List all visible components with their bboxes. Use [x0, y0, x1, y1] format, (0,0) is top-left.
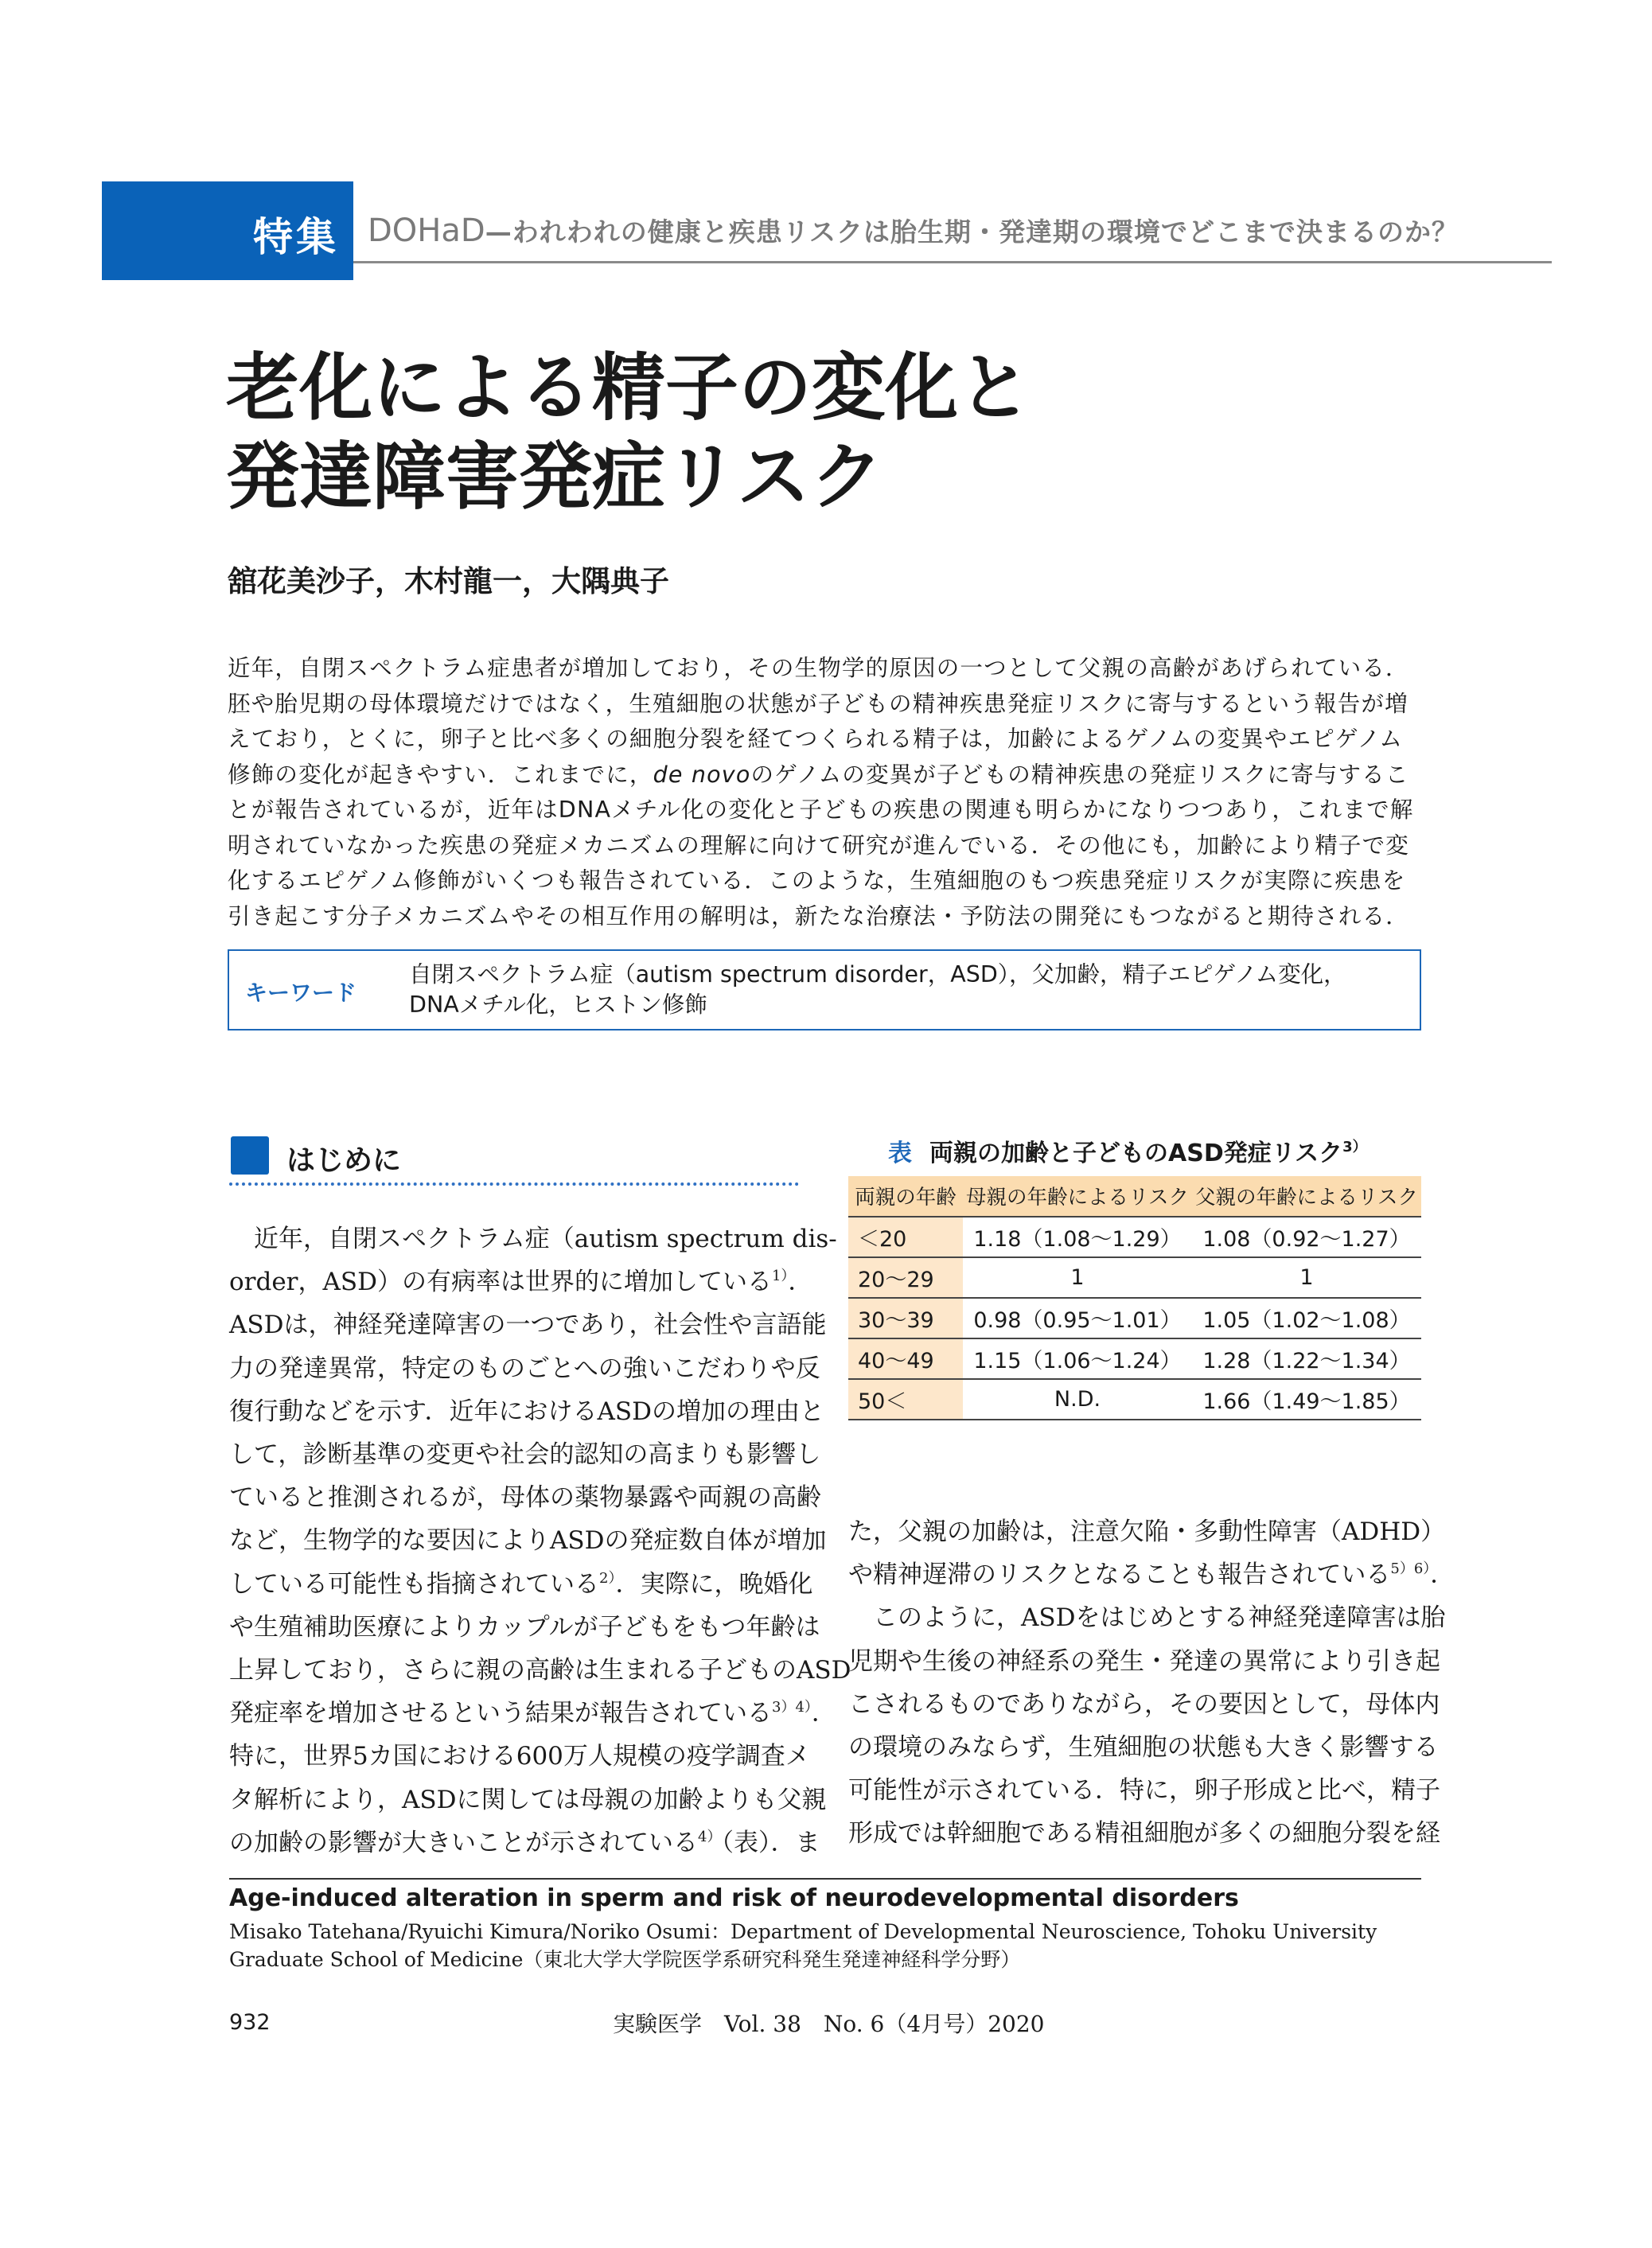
- body-text: など，生物学的な要因によりASDの発症数自体が増加: [229, 1526, 827, 1556]
- citation-ref: 5）6）: [1390, 1560, 1431, 1578]
- table-caption-ref: 3）: [1342, 1139, 1367, 1155]
- body-line: [848, 1640, 1440, 1683]
- english-title: Age-induced alteration in sperm and risk of neurodevelopmental disorders: [229, 1884, 1239, 1912]
- body-text: タ解析により，ASDに関しては母親の加齢よりも父親: [229, 1785, 827, 1814]
- table-age-cell: ＜20: [848, 1217, 963, 1257]
- body-text: 復行動などを示す．近年におけるASDの増加の理由と: [229, 1397, 824, 1426]
- body-line: [229, 1390, 824, 1433]
- table-caption-label: 表: [888, 1140, 912, 1167]
- body-line: [848, 1769, 1440, 1812]
- body-column-right: [848, 1510, 1455, 1856]
- body-line: [229, 1218, 837, 1260]
- body-line: [229, 1779, 827, 1821]
- body-text: このように，ASDをはじめとする神経発達障害は胎: [848, 1603, 1446, 1633]
- abstract-line: とが報告されているが，近年はDNAメチル化の変化と子どもの疾患の関連も明らかになりつつあり，これまで解: [228, 797, 1414, 823]
- article-title: [226, 344, 1031, 522]
- body-text: 特に，世界5カ国における600万人規模の疫学調査メ: [229, 1742, 810, 1771]
- body-line: [229, 1433, 821, 1476]
- keyword-line: 自閉スペクトラム症（autism spectrum disorder，ASD），父加齢，精子エピゲノム変化，: [409, 961, 1346, 988]
- body-text: order，ASD）の有病率は世界的に増加している: [229, 1268, 772, 1297]
- body-line: [229, 1476, 821, 1519]
- table-value-cell: 1: [1192, 1257, 1421, 1298]
- body-line: [229, 1692, 836, 1735]
- abstract-text: 修飾の変化が起きやすい．これまでに，: [228, 761, 653, 788]
- abstract-line: えており，とくに，卵子と比べ多くの細胞分裂を経てつくられる精子は，加齢によるゲノムの変異やエピゲノム: [228, 726, 1404, 752]
- table-value-cell: 1.28（1.22～1.34）: [1192, 1338, 1421, 1379]
- body-text: 近年，自閉スペクトラム症（autism spectrum dis-: [229, 1225, 837, 1253]
- affiliation-line: Misako Tatehana/Ryuichi Kimura/Noriko Osumi：Department of Developmental Neuroscience, Tohoku University: [229, 1920, 1377, 1943]
- citation-ref: 2）: [599, 1569, 616, 1587]
- abstract-line: [228, 758, 1421, 793]
- abstract-line: 化するエピゲノム修飾がいくつも報告されている．このような，生殖細胞のもつ疾患発症リスクが実際に疾患を: [228, 867, 1406, 894]
- body-text: 上昇しており，さらに親の高齢は生まれる子どものASD: [229, 1656, 851, 1685]
- body-text: ていると推測されるが，母体の薬物暴露や両親の高齢: [229, 1483, 821, 1513]
- keyword-line: DNAメチル化，ヒストン修飾: [409, 992, 707, 1018]
- table-header-cell: 母親の年齢によるリスク: [963, 1176, 1192, 1217]
- table-row: [848, 1298, 1421, 1338]
- body-text: こされるものでありながら，その要因として，母体内: [848, 1689, 1440, 1719]
- body-line: [229, 1606, 820, 1649]
- abstract-line: 胚や胎児期の母体環境だけではなく，生殖細胞の状態が子どもの精神疾患発症リスクに寄与するという報告が増: [228, 690, 1408, 717]
- body-text: ．: [788, 1268, 813, 1297]
- body-line: [229, 1563, 813, 1606]
- body-line: [848, 1596, 1446, 1639]
- table-age-cell: 40～49: [848, 1338, 963, 1379]
- body-text: や精神遅滞のリスクとなることも報告されている: [848, 1560, 1391, 1590]
- body-line: [229, 1519, 827, 1562]
- abstract-line: 明されていなかった疾患の発症メカニズムの理解に向けて研究が進んでいる．その他にも，加齢により精子で変: [228, 832, 1410, 859]
- author-list: 舘花美沙子，木村龍一，大隅典子: [228, 564, 669, 598]
- abstract-italic-term: de novo: [653, 761, 751, 788]
- body-text: している可能性も指摘されている: [229, 1569, 599, 1599]
- body-line: [229, 1821, 820, 1864]
- table-row: [848, 1217, 1421, 1257]
- section-heading: はじめに: [286, 1144, 402, 1177]
- table-row: [848, 1257, 1421, 1298]
- table-value-cell: N.D.: [963, 1379, 1192, 1420]
- feature-label: 特集: [253, 214, 339, 260]
- body-line: [229, 1347, 820, 1390]
- body-line: [229, 1260, 813, 1303]
- body-column-left: [229, 1218, 851, 1864]
- body-text: た，父親の加齢は，注意欠陥・多動性障害（ADHD）: [848, 1517, 1446, 1546]
- body-line: [848, 1683, 1440, 1726]
- table-caption-text: 両親の加齢と子どものASD発症リスク: [929, 1140, 1343, 1167]
- abstract-line: 近年，自閉スペクトラム症患者が増加しており，その生物学的原因の一つとして父親の高齢があげられている．: [228, 655, 1409, 681]
- body-text: 力の発達異常，特定のものごとへの強いこだわりや反: [229, 1354, 820, 1383]
- body-line: [848, 1553, 1455, 1596]
- section-dotted-rule: [229, 1182, 799, 1186]
- body-text: の加齢の影響が大きいことが示されている: [229, 1828, 698, 1857]
- citation-ref: 1）: [771, 1268, 789, 1285]
- body-text: 児期や生後の神経系の発生・発達の異常により引き起: [848, 1646, 1440, 1676]
- table-header-cell: 父親の年齢によるリスク: [1192, 1176, 1421, 1217]
- affiliation: [229, 1918, 1423, 1973]
- table-value-cell: 1.15（1.06～1.24）: [963, 1338, 1192, 1379]
- table-value-cell: 1.66（1.49～1.85）: [1192, 1379, 1421, 1420]
- article-title-line1: 老化による精子の変化と: [226, 345, 1032, 431]
- body-text: して，診断基準の変更や社会的認知の高まりも影響し: [229, 1440, 821, 1470]
- table-caption: [888, 1133, 1367, 1168]
- table-row: [848, 1379, 1421, 1420]
- citation-ref: 4）: [698, 1828, 722, 1845]
- table-value-cell: 1.08（0.92～1.27）: [1192, 1217, 1421, 1257]
- body-text: ．: [811, 1699, 836, 1728]
- feature-series-title: [368, 212, 1459, 249]
- series-title-sub: —われわれの健康と疾患リスクは胎生期・発達期の環境でどこまで決まるのか？: [485, 216, 1459, 247]
- body-line: [848, 1726, 1439, 1769]
- table-value-cell: 1.05（1.02～1.08）: [1192, 1298, 1421, 1338]
- body-line: [848, 1510, 1446, 1553]
- banner-rule: [353, 261, 1552, 263]
- body-text: 可能性が示されている．特に，卵子形成と比べ，精子: [848, 1776, 1440, 1806]
- footer-rule: [229, 1878, 1421, 1880]
- body-line: [229, 1735, 810, 1778]
- body-text: 発症率を増加させるという結果が報告されている: [229, 1699, 772, 1728]
- table-age-cell: 50＜: [848, 1379, 963, 1420]
- table-age-cell: 20～29: [848, 1257, 963, 1298]
- table-value-cell: 1.18（1.08～1.29）: [963, 1217, 1192, 1257]
- body-line: [229, 1649, 851, 1692]
- table-value-cell: 0.98（0.95～1.01）: [963, 1298, 1192, 1338]
- risk-table: [848, 1176, 1421, 1420]
- body-text: ．: [1430, 1560, 1455, 1590]
- keyword-label: キーワード: [245, 980, 357, 1006]
- body-line: [848, 1812, 1440, 1855]
- table-header-row: [848, 1176, 1421, 1217]
- body-text: ASDは，神経発達障害の一つであり，社会性や言語能: [229, 1311, 827, 1340]
- body-text: ．実際に，晩婚化: [615, 1569, 813, 1599]
- affiliation-line: Graduate School of Medicine（東北大学大学院医学系研究科発生発達神経科学分野）: [229, 1948, 1021, 1971]
- table-age-cell: 30～39: [848, 1298, 963, 1338]
- series-title-main: DOHaD: [368, 212, 485, 249]
- section-marker: [231, 1136, 269, 1175]
- citation-ref: 3）4）: [772, 1699, 812, 1716]
- abstract-line: 引き起こす分子メカニズムやその相互作用の解明は，新たな治療法・予防法の開発にもつながると期待される．: [228, 902, 1410, 929]
- table-row: [848, 1338, 1421, 1379]
- page-number: 932: [229, 2010, 271, 2035]
- body-text: の環境のみならず，生殖細胞の状態も大きく影響する: [848, 1733, 1439, 1763]
- keyword-list: [409, 960, 1346, 1020]
- abstract: [228, 651, 1421, 934]
- table-header-cell: 両親の年齢: [848, 1176, 963, 1217]
- body-line: [229, 1303, 827, 1346]
- body-text: や生殖補助医療によりカップルが子どもをもつ年齢は: [229, 1612, 820, 1642]
- body-text: 形成では幹細胞である精祖細胞が多くの細胞分裂を経: [848, 1819, 1440, 1849]
- table-value-cell: 1: [963, 1257, 1192, 1298]
- abstract-text: のゲノムの変異が子どもの精神疾患の発症リスクに寄与するこ: [750, 761, 1409, 788]
- body-text: （表）．ま: [721, 1828, 820, 1857]
- journal-info: 実験医学 Vol. 38 No. 6（4月号）2020: [613, 2011, 1045, 2037]
- article-title-line2: 発達障害発症リスク: [226, 434, 884, 520]
